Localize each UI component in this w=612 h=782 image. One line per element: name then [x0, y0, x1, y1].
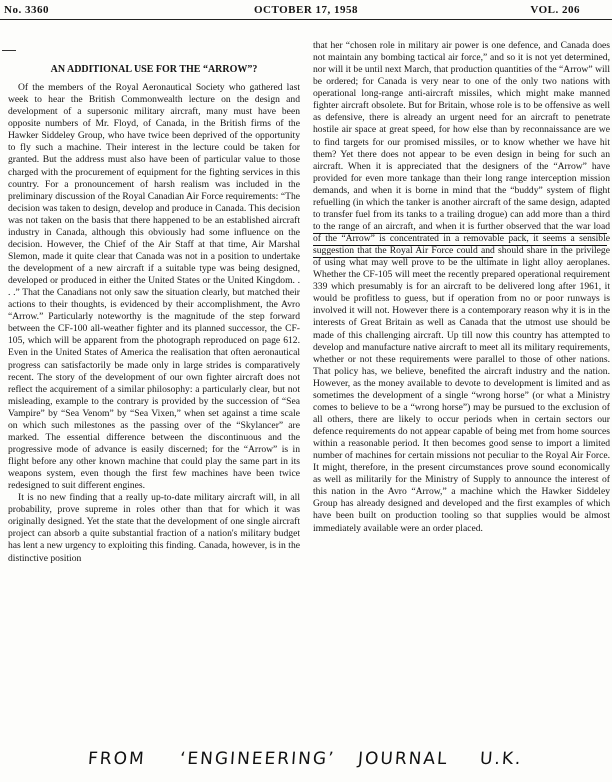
hand-underline — [313, 257, 493, 258]
issue-date: OCTOBER 17, 1958 — [253, 4, 359, 16]
article-title: AN ADDITIONAL USE FOR THE “ARROW”? — [50, 64, 258, 75]
left-column — [8, 64, 300, 565]
note-from: FROM — [87, 749, 147, 769]
hand-underline — [313, 233, 607, 234]
header-rule — [0, 19, 612, 20]
volume-number: VOL. 206 — [530, 4, 580, 16]
paragraph-2: It is no new finding that a really up-to-date military aircraft will, in all probability, prove supreme in roles other than that for which it was originally designed. Yet the state that the development of one single aircraft project can absorb a quite substantial fraction of a nation's military budget has lent a new urgency to exploiting this finding. Canada, however, is in the distinctive position — [8, 492, 300, 564]
paragraph-1: Of the members of the Royal Aeronautical Society who gathered last week to hear the British Commonwealth lecture on the design and development of a supersonic military aircraft, many must have been opposite numbers of Mr. Floyd, of Canada, in the British firms of the Hawker Siddeley Group, who have twice been deprived of the opportunity to fly such a machine. Their interest in the lecture could be taken for granted. But the address must also have been of particular value to those charged with the procurement of equipment for the fighting services in this country. For a pronouncement of harsh realism was included in the preliminary discussion of the Royal Canadian Air Force requirements: “The decision was taken to design, develop and produce in Canada. This decision was not taken on the basis that there happened to be an established aircraft industry in Canada, although this obviously had some influence on the decision. However, the Chief of the Air Staff at that time, Air Marshal Slemon, made it quite clear that Canada was not in a position to undertake the development of a new aircraft if a suitable type was being designed, developed or produced in either the United States or the United Kingdom. . . .” That the Canadians not only saw the situation clearly, but matched their actions to their thoughts, is evidenced by their accomplishment, the Avro “Arrow.” Particularly noteworthy is the magnitude of the step forward between the CF-100 all-weather fighter and its planned successor, the CF-105, which will be apparent from the photograph reproduced on page 612. Even in the United States of America the realisation that often aeronautical progress can satisfactorily be made only in large strides is comparatively recent. The story of the development of our own fighter aircraft does not reflect the acquirement of a similar philosophy: a particularly clear, but not misleading, example to the contrary is provided by the succession of “Sea Vampire” by “Sea Venom” by “Sea Vixen,” when set against a time scale on which such milestones as the passing over of the “Skylancer” are marked. The essential difference between the discontinuous and the progressive mode of advance is easily discerned; for the “Arrow” is in flight before any other known machine that could play the same part in its weapons system, even though the first few machines have been twice redesigned to suit different engines. — [8, 82, 300, 492]
note-source: ‘ENGINEERING’ — [179, 749, 337, 769]
paragraph-3: that her “chosen role in military air power is one defence, and Canada does not maintain any bombing tactical air force,” and so it is not yet determined, nor will it be until next March, that production quantities of the “Arrow” will be ordered; for Canada is very near to one of the only two nations with operational long-range anti-aircraft missiles, which might make manned fighter aircraft obsolete. But for Britain, whose role is to be offensive as well as defensive, there is already an urgent need for an aircraft to penetrate hostile air space at great speed, for how else than by reconnaissance are we to find targets for our promised missiles, or to know whether we have hit them? Yet there does not appear to be even design in being for such an aircraft. When it is appreciated that the designers of the “Arrow” have provided for even more tankage than their long range interception mission demands, and when it is borne in mind that the “buddy” system of flight refuelling (in which the tanker is another aircraft of the same design, adapted to transfer fuel from its tanks to a trailing drogue) can add more than a third to the range of an aircraft, and when it is further observed that the war load of the “Arrow” is concentrated in a removable pack, it seems a sensible suggestion that the Royal Air Force could and should share in the privilege of using what may well prove to be the ultimate in light alloy aeroplanes. Whether the CF-105 will meet the recently prepared operational requirement 339 which presumably is for an aircraft to be delivered long after 1961, it would be profitless to guess, but if operation from no or poor runways is involved it will not. However there is a contemporary reason why it is in the interests of Great Britain as well as Canada that the utmost use should be made of this challenging aircraft. Up till now this country has attempted to develop and manufacture native aircraft to meet all its military requirements, whether or not these requirements were parallel to those of other nations. That policy has, we believe, benefited the aircraft industry and the nation. However, as the money available to devote to development is limited and as sometimes the development of a single “wrong horse” (or what a Ministry comes to believe to be a “wrong horse”) may be pursued to the exclusion of all others, there are likely to occur periods when in certain sectors our defence requirements do not appear capable of being met from home sources within a reasonable period. It then becomes good sense to import a limited number of machines for certain missions not peculiar to the Royal Air Force. It might, therefore, in the present circumstances prove sound economically as well as militarily for the Ministry of Supply to announce the interest of this nation in the Avro “Arrow,” a machine which the Hawker Siddeley Group has already designed and developed and the first examples of which have been built on production tooling so that supplies would be almost immediately available were an order placed. — [313, 40, 610, 534]
margin-mark — [2, 50, 16, 51]
note-country: U.K. — [479, 749, 524, 769]
note-journal: JOURNAL — [357, 749, 450, 769]
handwritten-source-note — [59, 742, 581, 776]
right-column — [313, 40, 610, 535]
page-header — [0, 2, 612, 18]
hand-underline — [313, 245, 607, 246]
issue-number: No. 3360 — [4, 4, 49, 16]
